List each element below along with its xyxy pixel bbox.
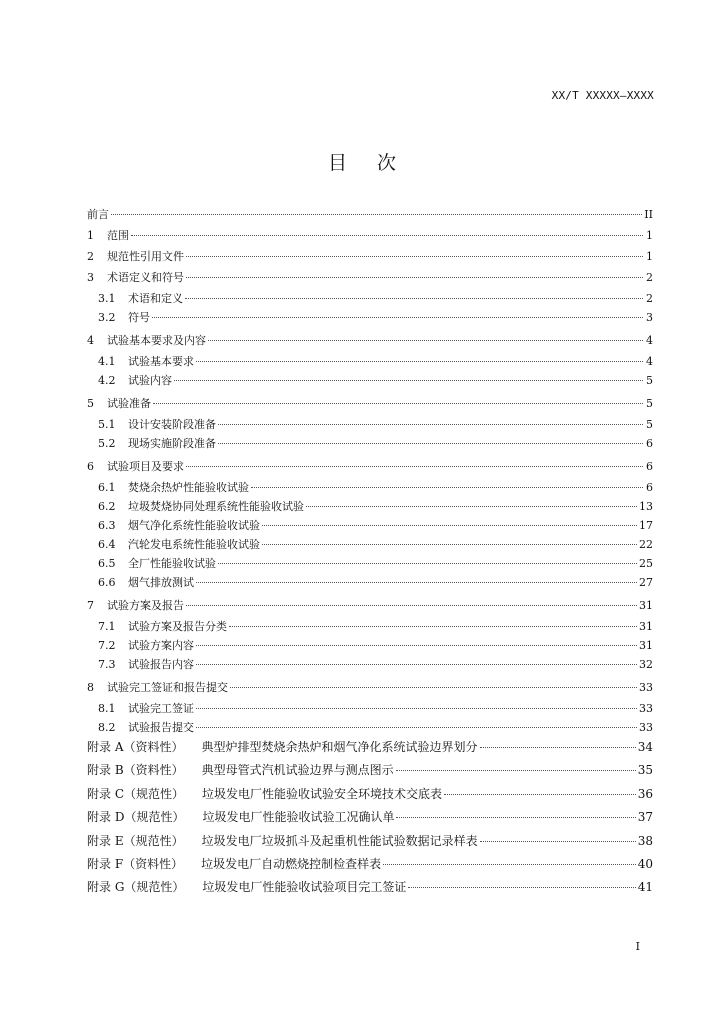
- toc-entry[interactable]: [87, 574, 653, 593]
- toc-entry-number: 3.2: [98, 311, 116, 324]
- dot-leader: [196, 664, 637, 665]
- appendix-type: （资料性）: [123, 763, 184, 778]
- toc-entry-page: 5: [646, 418, 653, 431]
- appendix-type: （规范性）: [124, 810, 185, 825]
- toc-entry-page: 33: [639, 702, 653, 715]
- toc-entry-page: 33: [639, 681, 653, 694]
- toc-entry-label: 垃圾发电厂性能验收试验工况确认单: [202, 810, 395, 825]
- toc-entry-label: 垃圾发电厂垃圾抓斗及起重机性能试验数据记录样表: [201, 833, 478, 848]
- toc-entry-number: 附录 E: [87, 833, 124, 848]
- appendix-type: （规范性）: [124, 880, 185, 895]
- toc-entry[interactable]: [87, 855, 653, 878]
- toc-entry[interactable]: [87, 332, 653, 353]
- toc-entry-number: 6.1: [98, 481, 116, 494]
- toc-entry-page: 37: [637, 810, 653, 825]
- dot-leader: [262, 544, 637, 545]
- toc-entry[interactable]: [87, 206, 653, 227]
- toc-entry-label: 试验准备: [107, 397, 151, 410]
- toc-entry-page: 3: [646, 311, 653, 324]
- dot-leader: [218, 563, 637, 564]
- dot-leader: [111, 214, 642, 215]
- toc-entry[interactable]: [87, 832, 653, 855]
- toc-entry-number: 5.1: [98, 418, 116, 431]
- toc-entry-page: 27: [639, 576, 653, 589]
- toc-entry[interactable]: [87, 248, 653, 269]
- toc-entry-label: 垃圾发电厂性能验收试验项目完工签证: [202, 880, 407, 895]
- dot-leader: [396, 770, 636, 771]
- toc-entry-label: 烟气排放测试: [128, 576, 194, 589]
- dot-leader: [186, 466, 643, 467]
- table-of-contents: [87, 206, 653, 902]
- toc-entry-page: 6: [646, 460, 653, 473]
- toc-entry-number: 8.2: [98, 721, 116, 734]
- toc-entry-page: 5: [646, 374, 653, 387]
- toc-entry[interactable]: [87, 517, 653, 536]
- toc-entry-page: II: [644, 208, 653, 221]
- toc-entry-label: 试验报告内容: [128, 658, 194, 671]
- toc-entry-label: 术语定义和符号: [107, 271, 184, 284]
- toc-entry-number: 2: [87, 250, 94, 263]
- toc-entry-label: 试验完工签证: [128, 702, 194, 715]
- toc-entry-number: 4.1: [98, 355, 116, 368]
- toc-entry[interactable]: [87, 597, 653, 618]
- toc-entry-page: 32: [639, 658, 653, 671]
- toc-entry[interactable]: [87, 309, 653, 328]
- toc-entry[interactable]: [87, 785, 653, 808]
- toc-entry-page: 4: [646, 334, 653, 347]
- dot-leader: [152, 317, 643, 318]
- toc-entry[interactable]: [87, 498, 653, 517]
- toc-entry-number: 3.1: [98, 292, 116, 305]
- standard-code: XX/T XXXXX—XXXX: [551, 89, 654, 102]
- toc-entry-label: 试验方案及报告: [107, 599, 184, 612]
- appendix-type: （规范性）: [123, 833, 184, 848]
- toc-entry[interactable]: [87, 700, 653, 719]
- toc-entry-number: 8.1: [98, 702, 116, 715]
- toc-entry-page: 6: [646, 481, 653, 494]
- dot-leader: [174, 380, 643, 381]
- toc-entry[interactable]: [87, 618, 653, 637]
- toc-entry-number: 附录 G: [87, 880, 125, 895]
- toc-entry[interactable]: [87, 372, 653, 391]
- toc-entry[interactable]: [87, 395, 653, 416]
- dot-leader: [196, 708, 637, 709]
- toc-entry-page: 13: [639, 500, 653, 513]
- toc-entry-label: 典型母管式汽机试验边界与测点图示: [201, 763, 394, 778]
- dot-leader: [196, 582, 637, 583]
- toc-entry-number: 5.2: [98, 437, 116, 450]
- toc-entry-page: 5: [646, 397, 653, 410]
- toc-entry[interactable]: [87, 761, 653, 784]
- toc-entry-number: 4.2: [98, 374, 116, 387]
- toc-entry-label: 符号: [128, 311, 150, 324]
- toc-entry[interactable]: [87, 555, 653, 574]
- toc-entry-number: 附录 D: [87, 810, 125, 825]
- toc-entry-label: 垃圾发电厂性能验收试验安全环境技术交底表: [202, 786, 443, 801]
- toc-entry-page: 33: [639, 721, 653, 734]
- dot-leader: [186, 256, 643, 257]
- toc-entry-label: 全厂性能验收试验: [128, 557, 216, 570]
- toc-entry-page: 34: [637, 740, 653, 754]
- toc-entry-label: 设计安装阶段准备: [128, 418, 216, 431]
- toc-entry[interactable]: [87, 416, 653, 435]
- toc-entry-label: 垃圾焚烧协同处理系统性能验收试验: [128, 500, 304, 513]
- appendix-type: （资料性）: [123, 856, 184, 871]
- toc-entry[interactable]: [87, 435, 653, 454]
- toc-entry-page: 36: [637, 786, 653, 801]
- toc-entry[interactable]: [87, 808, 653, 831]
- toc-entry-number: 附录 A: [87, 740, 124, 754]
- toc-entry-page: 6: [646, 437, 653, 450]
- toc-entry-number: 7.2: [98, 639, 116, 652]
- page-title: 目次: [327, 152, 426, 174]
- dot-leader: [185, 298, 643, 299]
- toc-entry-page: 31: [639, 620, 653, 633]
- toc-entry-number: 6.3: [98, 519, 116, 532]
- toc-entry-number: 6.4: [98, 538, 116, 551]
- toc-entry-page: 22: [639, 538, 653, 551]
- toc-entry[interactable]: [87, 290, 653, 309]
- dot-leader: [196, 727, 637, 728]
- toc-entry-label: 垃圾发电厂自动燃烧控制检查样表: [201, 856, 382, 871]
- toc-entry[interactable]: [87, 878, 653, 901]
- toc-entry-page: 41: [637, 880, 653, 895]
- toc-entry[interactable]: [87, 536, 653, 555]
- dot-leader: [408, 887, 635, 888]
- dot-leader: [306, 506, 637, 507]
- toc-entry-number: 7.1: [98, 620, 116, 633]
- toc-entry-number: 6: [87, 460, 94, 473]
- page-number: I: [635, 940, 640, 953]
- toc-entry-label: 烟气净化系统性能验收试验: [128, 519, 260, 532]
- toc-entry-number: 附录 B: [87, 763, 124, 778]
- toc-entry-number: 4: [87, 334, 94, 347]
- appendix-type: （规范性）: [124, 786, 185, 801]
- toc-entry[interactable]: [87, 458, 653, 479]
- toc-entry-label: 试验项目及要求: [107, 460, 184, 473]
- dot-leader: [229, 626, 637, 627]
- toc-entry-number: 7.3: [98, 658, 116, 671]
- toc-entry-number: 6.6: [98, 576, 116, 589]
- toc-entry-number: 3: [87, 271, 94, 284]
- toc-entry-label: 术语和定义: [128, 292, 183, 305]
- toc-entry-label: 规范性引用文件: [107, 250, 184, 263]
- toc-entry-label: 试验方案内容: [128, 639, 194, 652]
- toc-entry-page: 17: [639, 519, 653, 532]
- toc-entry-label: 典型炉排型焚烧余热炉和烟气净化系统试验边界划分: [201, 740, 478, 754]
- toc-entry[interactable]: [87, 227, 653, 248]
- dot-leader: [218, 443, 643, 444]
- toc-entry-page: 31: [639, 599, 653, 612]
- toc-entry[interactable]: [87, 719, 653, 738]
- toc-entry-label: 汽轮发电系统性能验收试验: [128, 538, 260, 551]
- toc-entry-number: 附录 C: [87, 786, 124, 801]
- dot-leader: [230, 687, 637, 688]
- toc-entry-label: 现场实施阶段准备: [128, 437, 216, 450]
- dot-leader: [186, 277, 643, 278]
- toc-entry[interactable]: [87, 656, 653, 675]
- toc-entry-number: 6.2: [98, 500, 116, 513]
- toc-entry-label: 焚烧余热炉性能验收试验: [128, 481, 249, 494]
- toc-entry-page: 35: [637, 763, 653, 778]
- toc-entry-page: 31: [639, 639, 653, 652]
- dot-leader: [196, 645, 637, 646]
- dot-leader: [153, 403, 643, 404]
- dot-leader: [480, 747, 636, 748]
- appendix-type: （资料性）: [123, 740, 184, 754]
- dot-leader: [218, 424, 643, 425]
- toc-entry-number: 1: [87, 229, 94, 242]
- toc-entry-page: 1: [646, 250, 653, 263]
- dot-leader: [444, 794, 636, 795]
- toc-entry[interactable]: [87, 269, 653, 290]
- toc-entry-page: 2: [646, 292, 653, 305]
- toc-entry-page: 25: [639, 557, 653, 570]
- dot-leader: [131, 235, 643, 236]
- toc-entry-number: 附录 F: [87, 856, 124, 871]
- toc-entry-label: 范围: [107, 229, 129, 242]
- toc-entry[interactable]: [87, 479, 653, 498]
- toc-entry-label: 试验内容: [128, 374, 172, 387]
- dot-leader: [186, 605, 637, 606]
- toc-entry-label: 前言: [87, 208, 109, 221]
- toc-entry-page: 2: [646, 271, 653, 284]
- dot-leader: [251, 487, 643, 488]
- toc-entry-page: 4: [646, 355, 653, 368]
- dot-leader: [480, 841, 636, 842]
- toc-entry[interactable]: [87, 353, 653, 372]
- dot-leader: [396, 817, 635, 818]
- toc-entry-label: 试验基本要求及内容: [107, 334, 206, 347]
- dot-leader: [208, 340, 643, 341]
- toc-entry-number: 5: [87, 397, 94, 410]
- toc-entry-number: 8: [87, 681, 94, 694]
- dot-leader: [262, 525, 637, 526]
- toc-entry-number: 7: [87, 599, 94, 612]
- toc-entry-page: 1: [646, 229, 653, 242]
- toc-entry-label: 试验方案及报告分类: [128, 620, 227, 633]
- dot-leader: [196, 361, 643, 362]
- toc-entry[interactable]: [87, 738, 653, 761]
- toc-entry-label: 试验报告提交: [128, 721, 194, 734]
- toc-entry-label: 试验基本要求: [128, 355, 194, 368]
- toc-entry[interactable]: [87, 679, 653, 700]
- toc-entry-page: 38: [637, 833, 653, 848]
- toc-entry[interactable]: [87, 637, 653, 656]
- toc-entry-page: 40: [637, 856, 653, 871]
- dot-leader: [383, 864, 636, 865]
- toc-entry-label: 试验完工签证和报告提交: [107, 681, 228, 694]
- toc-entry-number: 6.5: [98, 557, 116, 570]
